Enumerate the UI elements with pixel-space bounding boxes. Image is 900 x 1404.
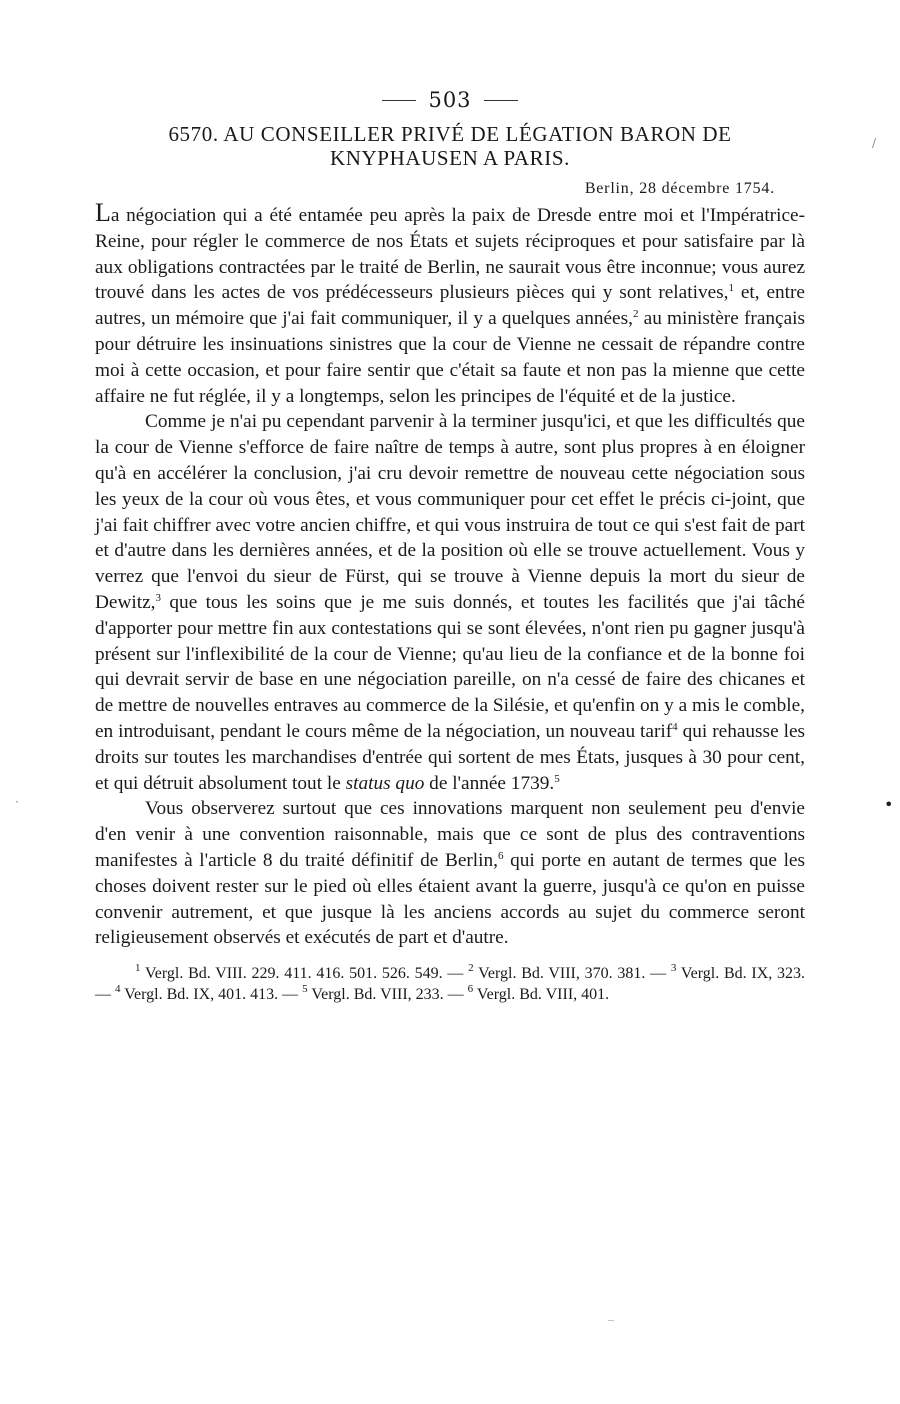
dateline	[95, 180, 805, 198]
footnote-1-number: 1	[135, 962, 141, 975]
footnote-5: Vergl. Bd. VIII, 233. —	[307, 986, 468, 1004]
page-number-text: 503	[428, 88, 472, 112]
p2-text-c: qui rehausse les droits sur toutes les marchandises d'entrée qui sortent de mes États, jusques à 30 pour cent, et qui détruit absolument tout le	[95, 720, 806, 794]
footnote-2-number: 2	[468, 962, 474, 975]
footnote-4-number: 4	[115, 983, 121, 996]
dateline-date: 28 décembre 1754.	[639, 180, 775, 197]
footnote-3: Vergl. Bd. IX, 323. —	[95, 965, 806, 1004]
scan-speck-bottom: ‾	[608, 1318, 614, 1332]
footnote-4: Vergl. Bd. IX, 401. 413. —	[120, 986, 303, 1004]
p2-italic-status-quo: status quo	[345, 772, 425, 794]
page-content	[95, 88, 805, 1005]
dateline-place: Berlin,	[584, 180, 635, 197]
note-ref-1: 1	[728, 282, 734, 295]
page-number-dash-left	[382, 100, 416, 101]
paragraph-3	[95, 796, 805, 951]
drop-cap: L	[95, 198, 111, 227]
footnote-6: Vergl. Bd. VIII, 401.	[473, 986, 610, 1004]
scan-speck-right: •	[884, 795, 894, 814]
heading-title-1: AU CONSEILLER PRIVÉ DE LÉGATION BARON DE	[223, 122, 732, 146]
footnote-3-number: 3	[670, 962, 677, 975]
p3-text-a: Vous observerez surtout que ces innovations marquent non seulement peu d'envie d'en venir à une convention raisonnable, mais que ce sont de plus des contraventions manifestes à l'article 8 du traité définitif de Berlin,	[95, 798, 805, 871]
footnote-6-number: 6	[467, 983, 474, 996]
p1-text-a: a négociation qui a été entamée peu après la paix de Dresde entre moi et l'Impératrice-Reine, pour régler le commerce de nos États et sujets réciproques et pour satisfaire par là aux obligations contractées par le traité de Berlin, ne saurait vous être inconnue; vous aurez trouvé dans les actes de vos prédécesseurs plusieurs pièces qui y sont relatives,	[95, 205, 805, 304]
footnote-5-number: 5	[302, 983, 308, 996]
note-ref-6: 6	[497, 849, 504, 862]
p2-text-a: Comme je n'ai pu cependant parvenir à la terminer jusqu'ici, et que les difficultés que la cour de Vienne s'efforce de faire naître de temps à autre, sont plus propres à en éloigner qu'à en accélérer la conclusion, j'ai cru devoir remettre de nouveau cette négociation sous les yeux de la cour où vous êtes, et vous communiquer pour cet effet le précis ci-joint, que j'ai fait chiffrer avec votre ancien chiffre, et qui vous instruira de tout ce qui s'est fait de part et d'autre dans les dernières années, et de la position où elle se trouve actuellement. Vous y verrez que l'envoi du sieur de Fürst, qui se trouve à Vienne depuis la mort du sieur de Dewitz,	[95, 411, 805, 613]
paragraph-1	[95, 200, 805, 409]
footnotes	[95, 963, 805, 1005]
heading-line-1	[95, 122, 805, 146]
letter-heading	[95, 122, 805, 170]
note-ref-5: 5	[554, 772, 560, 785]
page-number	[95, 88, 805, 112]
p3-text-b: qui porte en autant de termes que les choses doivent rester sur le pied où elles étaient avant la guerre, jusqu'à ce qu'on en puisse convenir autrement, et que jusque là les anciens accords au sujet du commerce seront religieusement observés et exécutés de part et d'autre.	[95, 849, 805, 949]
note-ref-3: 3	[155, 591, 161, 604]
footnote-1: Vergl. Bd. VIII. 229. 411. 416. 501. 526. 549. —	[140, 965, 469, 983]
footnote-2: Vergl. Bd. VIII, 370. 381. —	[473, 965, 671, 983]
heading-line-2: KNYPHAUSEN A PARIS.	[330, 146, 570, 170]
note-ref-2: 2	[632, 308, 639, 321]
p2-text-b: que tous les soins que je me suis donnés, et toutes les facilités que j'ai tâché d'apporter pour mettre fin aux contestations qui se sont élevées, n'ont rien pu gagner jusqu'à présent sur l'inflexibilité de la cour de Vienne; qu'au lieu de la confiance et de la bonne foi qui devrait servir de base en une négociation pareille, on n'a cessé de faire des chicanes et de mettre de nouvelles entraves au commerce de la Silésie, et qu'enfin on y a mis le comble, en introduisant, pendant le cours même de la négociation, un nouveau tarif	[95, 591, 805, 742]
scan-speck-top-right: /	[872, 136, 877, 150]
paragraph-2	[95, 409, 805, 796]
scan-speck-left: ·	[15, 795, 19, 809]
p2-text-d: de l'année 1739.	[424, 772, 555, 794]
note-ref-4: 4	[672, 720, 678, 733]
p1-text-c: au ministère français pour détruire les insinuations sinistres que la cour de Vienne ne cessait de répandre contre moi à cette occasion, et pour faire sentir que c'était sa faute et non pas la mienne que cette affaire ne fut réglée, il y a longtemps, selon les principes de l'équité et de la justice.	[95, 308, 805, 407]
page-number-dash-right	[484, 100, 518, 101]
p1-text-b: et, entre autres, un mémoire que j'ai fait communiquer, il y a quelques années,	[95, 282, 805, 330]
letter-number: 6570.	[168, 122, 219, 146]
